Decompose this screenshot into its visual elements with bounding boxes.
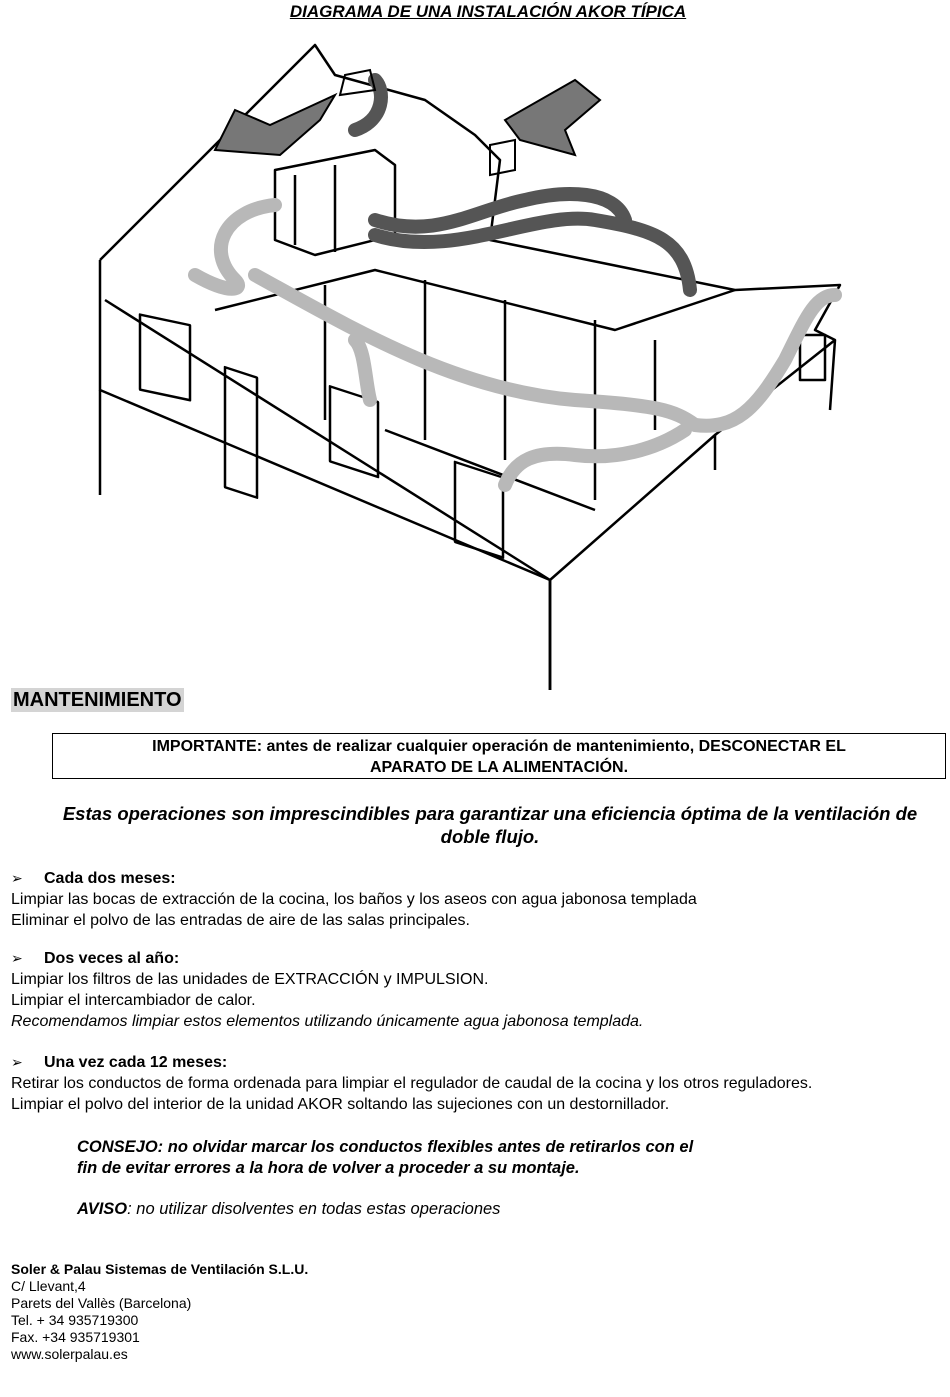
footer-street: C/ Llevant,4 xyxy=(11,1278,86,1294)
task-heading: ➢ Una vez cada 12 meses: xyxy=(11,1052,941,1073)
right-back-wall xyxy=(550,435,715,690)
warning-text: : no utilizar disolventes en todas estas operaciones xyxy=(127,1200,501,1218)
page-title: DIAGRAMA DE UNA INSTALACIÓN AKOR TÍPICA xyxy=(289,2,687,21)
task-every-12-months xyxy=(11,1052,941,1115)
task-line: Limpiar las bocas de extracción de la cocina, los baños y los aseos con agua jabonosa templada xyxy=(11,891,697,908)
window-front-2 xyxy=(455,462,503,558)
warning xyxy=(77,1199,837,1220)
advice-line-1: CONSEJO: no olvidar marcar los conductos flexibles antes de retirarlos con el xyxy=(77,1138,694,1156)
footer-tel: Tel. + 34 935719300 xyxy=(11,1312,139,1328)
task-heading: ➢ Dos veces al año: xyxy=(11,948,941,969)
task-heading: ➢ Cada dos meses: xyxy=(11,868,941,889)
task-line: Limpiar los filtros de las unidades de EXTRACCIÓN y IMPULSION. xyxy=(11,971,489,988)
task-line: Retirar los conductos de forma ordenada para limpiar el regulador de caudal de la cocina y los otros reguladores. xyxy=(11,1075,813,1092)
exhaust-arrow xyxy=(215,95,335,155)
important-line-1: IMPORTANTE: antes de realizar cualquier operación de mantenimiento, DESCONECTAR EL xyxy=(152,738,846,755)
lead-text xyxy=(20,802,950,848)
footer-company: Soler & Palau Sistemas de Ventilación S.L.U. xyxy=(11,1261,309,1277)
duct-7 xyxy=(355,340,370,400)
task-every-two-months xyxy=(11,868,941,931)
advice xyxy=(77,1137,837,1179)
lead-line-2: doble flujo. xyxy=(440,826,540,847)
duct-5 xyxy=(255,275,695,425)
duct-3 xyxy=(355,80,381,130)
footer-web: www.solerpalau.es xyxy=(11,1346,128,1362)
footer xyxy=(11,1261,308,1363)
task-line: Eliminar el polvo de las entradas de aire de las salas principales. xyxy=(11,912,470,929)
lead-line-1: Estas operaciones son imprescindibles para garantizar una eficiencia óptima de la ventilación de xyxy=(62,803,918,824)
footer-fax: Fax. +34 935719301 xyxy=(11,1329,140,1345)
task-line: Limpiar el polvo del interior de la unidad AKOR soltando las sujeciones con un destornillador. xyxy=(11,1096,670,1113)
section-heading: MANTENIMIENTO xyxy=(13,689,182,711)
task-line: Limpiar el intercambiador de calor. xyxy=(11,992,256,1009)
duct-6 xyxy=(695,295,835,426)
important-notice xyxy=(52,733,946,779)
footer-city: Parets del Vallès (Barcelona) xyxy=(11,1295,192,1311)
warning-label: AVISO xyxy=(77,1200,128,1218)
important-line-2: APARATO DE LA ALIMENTACIÓN. xyxy=(369,759,629,776)
task-twice-a-year xyxy=(11,948,941,1032)
installation-diagram xyxy=(95,40,855,690)
roof-outline xyxy=(100,45,840,410)
intake-arrow xyxy=(505,80,600,155)
advice-line-2: fin de evitar errores a la hora de volver a proceder a su montaje. xyxy=(77,1159,580,1177)
task-note: Recomendamos limpiar estos elementos utilizando únicamente agua jabonosa templada. xyxy=(11,1013,644,1030)
